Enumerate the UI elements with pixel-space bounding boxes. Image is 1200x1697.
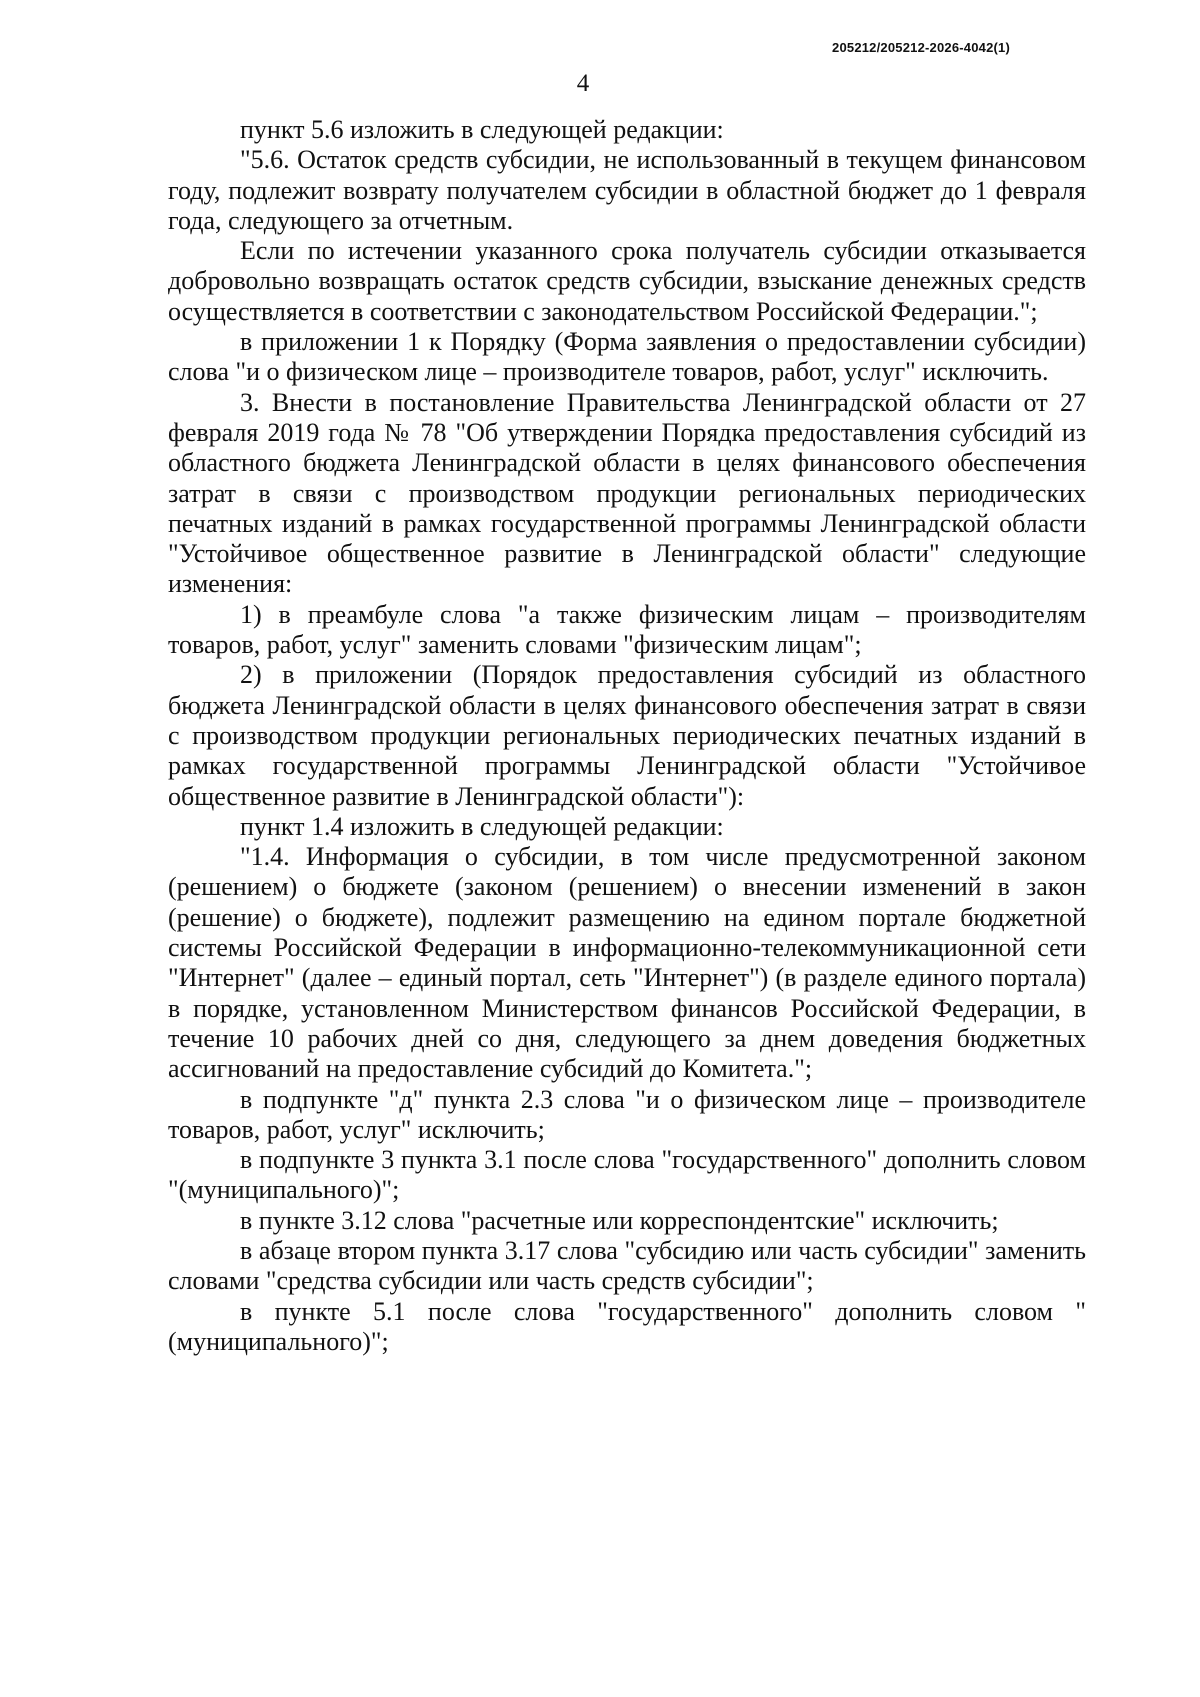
paragraph-item-5-6-intro: пункт 5.6 изложить в следующей редакции: [240,115,724,144]
document-id: 205212/205212-2026-4042(1) [832,40,1010,55]
paragraph-item-5-6-text: "5.6. Остаток средств субсидии, не использованный в текущем финансовом году, подлежит возврату получателем субсидии в областной бюджет до 1 февраля года, следующего за отчетным. [168,145,1086,235]
paragraph-appendix-1: в приложении 1 к Порядку (Форма заявления о предоставлении субсидии) слова "и о физическом лице – производителе товаров, работ, услуг" исключить. [168,327,1086,387]
paragraph-section-3: 3. Внести в постановление Правительства Ленинградской области от 27 февраля 2019 года № 78 "Об утверждении Порядка предоставления субсидий из областного бюджета Ленинградской области в целях финансового обеспечения затрат в связи с производством продукции региональных периодических печатных изданий в рамках государственной программы Ленинградской области "Устойчивое общественное развитие в Ленинградской области" следующие изменения: [168,387,1086,599]
paragraph-appendix-change: 2) в приложении (Порядок предоставления субсидий из областного бюджета Ленинградской области в целях финансового обеспечения затрат в связи с производством продукции региональных периодических печатных изданий в рамках государственной программы Ленинградской области "Устойчивое общественное развитие в Ленинградской области"): [168,660,1086,811]
paragraph-item-3-17: в абзаце втором пункта 3.17 слова "субсидию или часть субсидии" заменить словами "средства субсидии или часть средств субсидии"; [168,1235,1086,1296]
paragraph-item-3-1: в подпункте 3 пункта 3.1 после слова "государственного" дополнить словом "(муниципального)"; [168,1145,1086,1205]
paragraph-recovery: Если по истечении указанного срока получатель субсидии отказывается добровольно возвращать остаток средств субсидии, взыскание денежных средств осуществляется в соответствии с законодательством Российской Федерации."; [168,236,1086,326]
page-number: 4 [576,70,590,97]
document-body [168,115,1086,1357]
paragraph-item-3-12: в пункте 3.12 слова "расчетные или корреспондентские" исключить; [240,1205,999,1235]
paragraph-item-5-1: в пункте 5.1 после слова "государственного" дополнить словом "(муниципального)"; [168,1296,1086,1356]
paragraph-item-1-4-intro: пункт 1.4 изложить в следующей редакции: [240,811,724,841]
paragraph-preamble-change: 1) в преамбуле слова "а также физическим лицам – производителям товаров, работ, услуг" заменить словами "физическим лицам"; [168,599,1086,660]
paragraph-item-2-3: в подпункте "д" пункта 2.3 слова "и о физическом лице – производителе товаров, работ, услуг" исключить; [168,1084,1086,1144]
paragraph-item-1-4-text: "1.4. Информация о субсидии, в том числе предусмотренной законом (решением) о бюджете (законом (решением) о внесении изменений в закон (решение) о бюджете), подлежит размещению на едином портале бюджетной системы Российской Федерации в информационно-телекоммуникационной сети "Интернет" (далее – единый портал, сеть "Интернет") (в разделе единого портала) в порядке, установленном Министерством финансов Российской Федерации, в течение 10 рабочих дней со дня, следующего за днем доведения бюджетных ассигнований на предоставление субсидий до Комитета."; [168,842,1086,1084]
